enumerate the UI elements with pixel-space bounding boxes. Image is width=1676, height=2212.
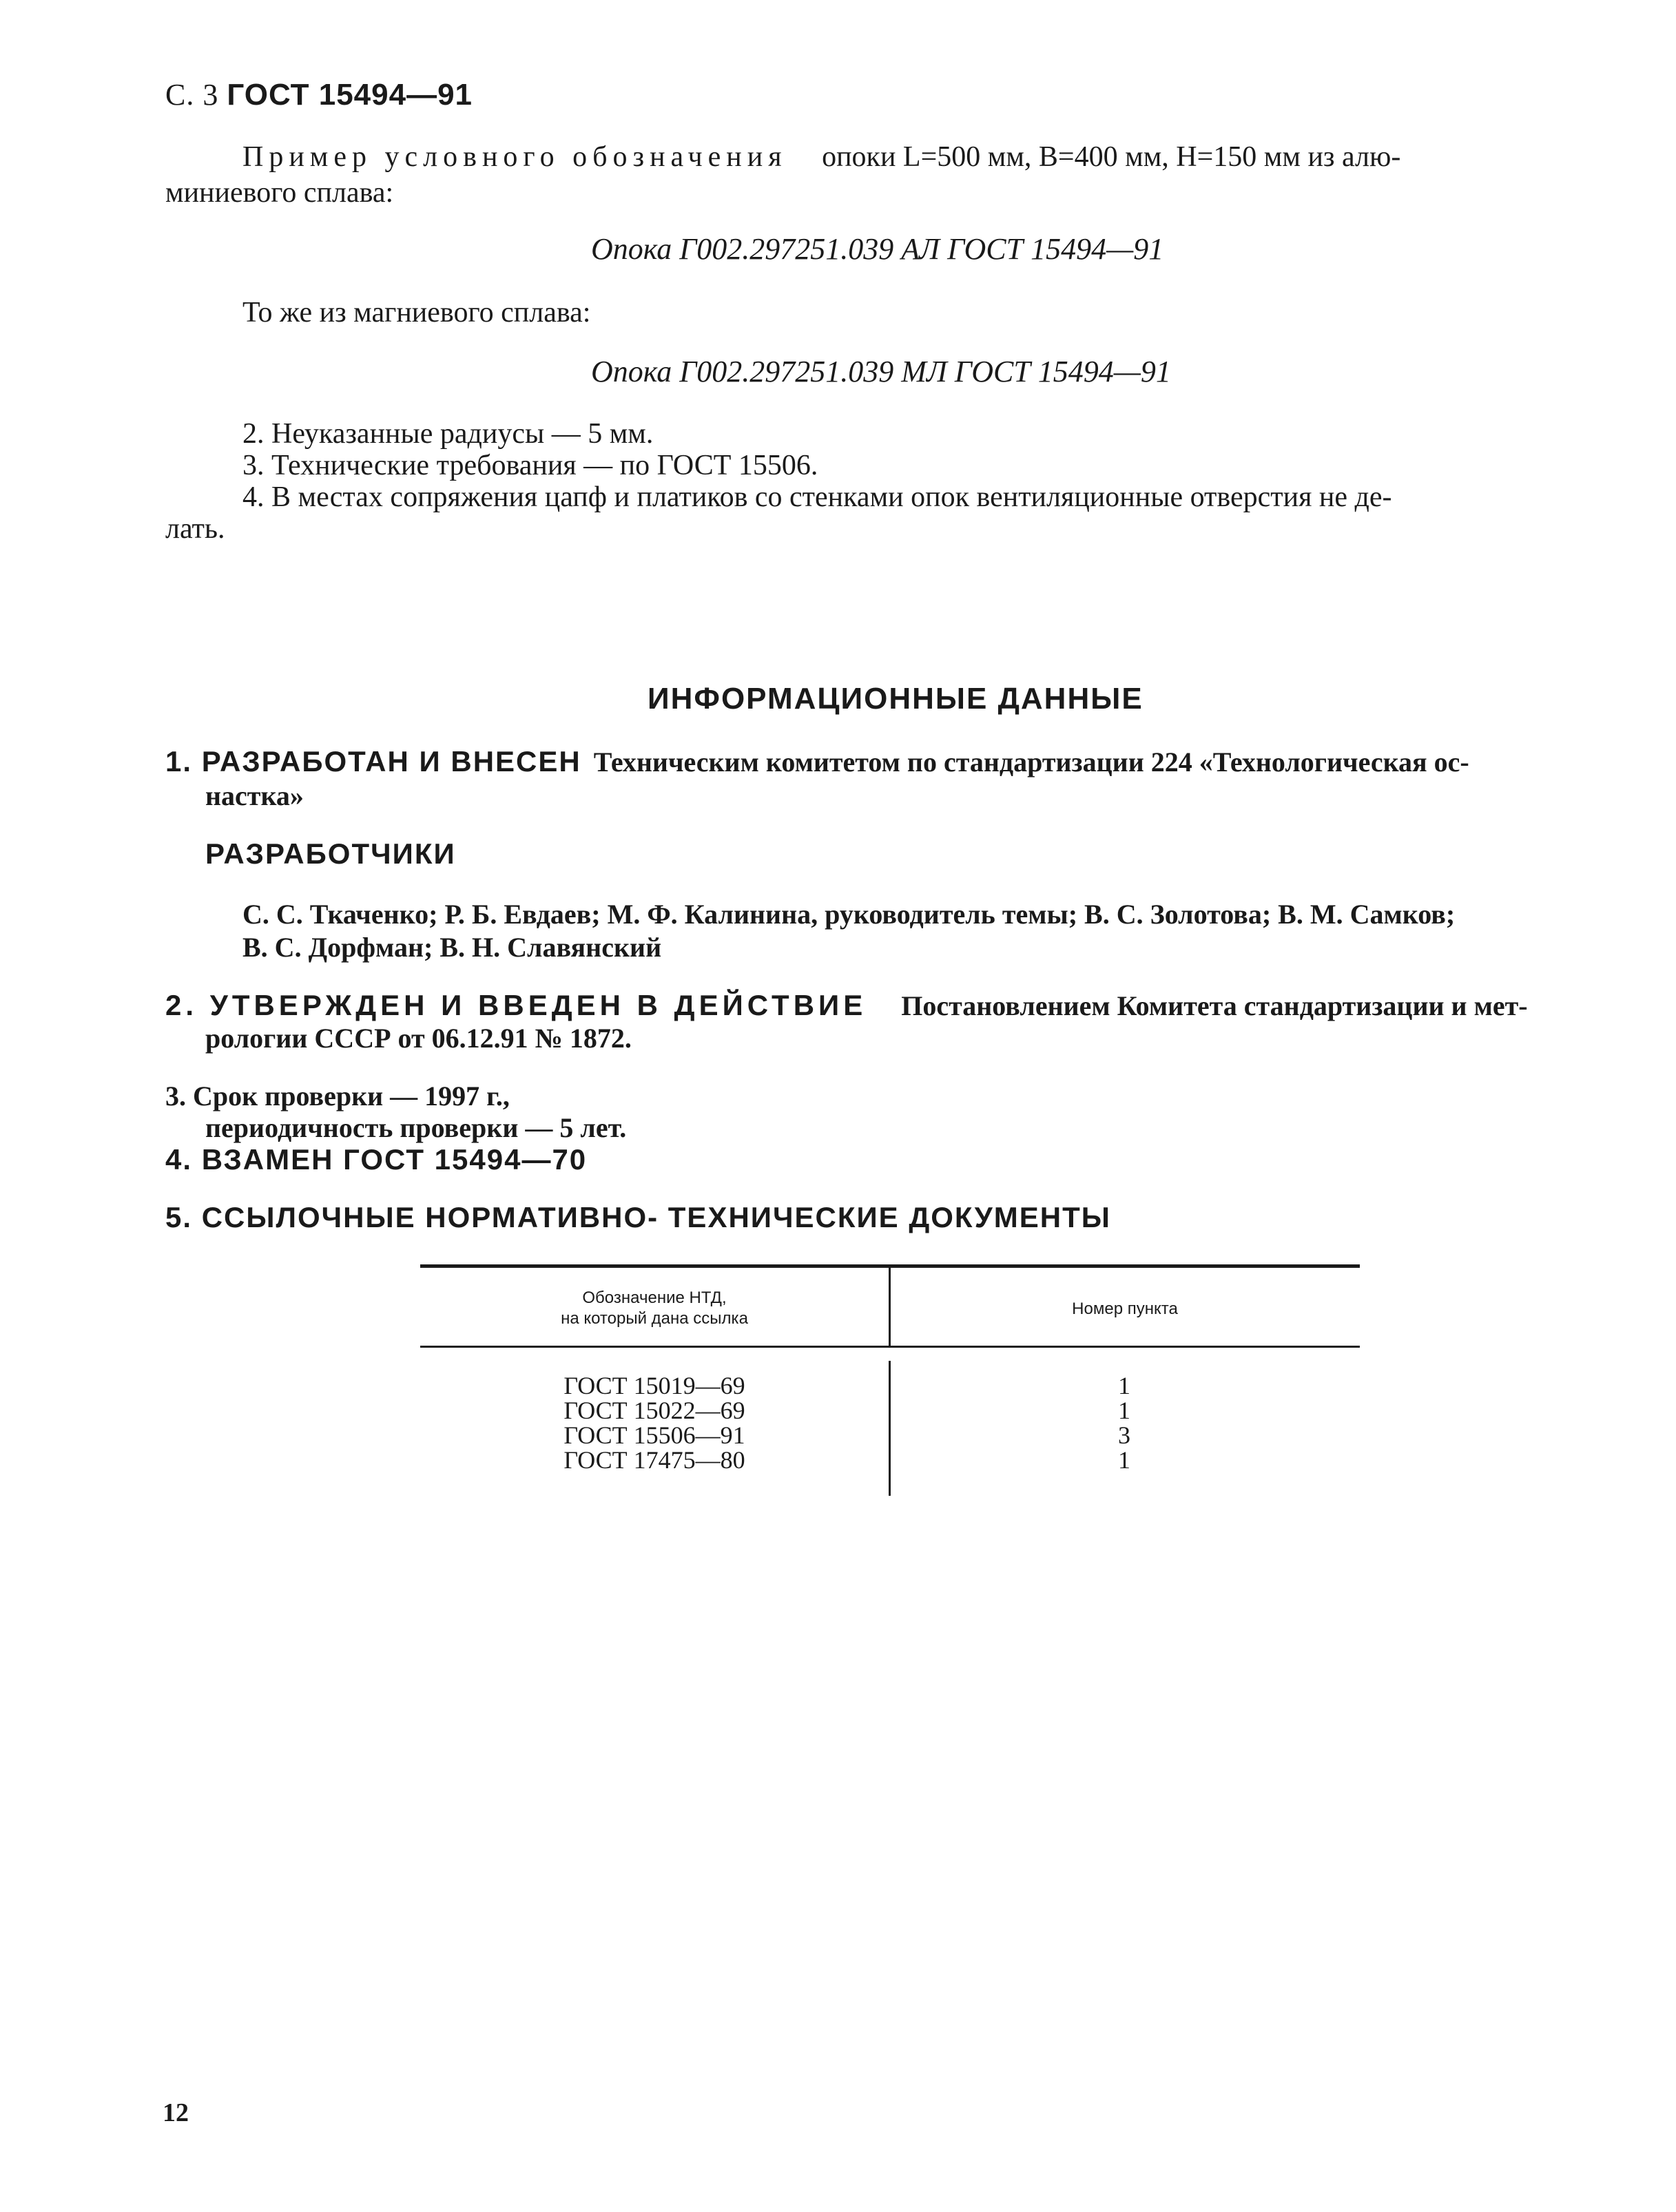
info-item-5: 5. ССЫЛОЧНЫЕ НОРМАТИВНО- ТЕХНИЧЕСКИЕ ДОКУМЕНТЫ: [165, 1201, 1111, 1233]
table-cell-doc: ГОСТ 17475—80: [563, 1446, 745, 1474]
table-cell-doc: ГОСТ 15019—69: [563, 1372, 745, 1399]
page-number: 12: [163, 2098, 189, 2127]
developers-heading: РАЗРАБОТЧИКИ: [205, 837, 456, 870]
table-row: [420, 1423, 1360, 1448]
info-item-3-line2: периодичность проверки — 5 лет.: [205, 1112, 627, 1143]
info-item-2-rest: Постановлением Комитета стандартизации и мет-: [901, 990, 1528, 1021]
table-col1-header-line2: на который дана ссылка: [561, 1309, 748, 1328]
note-3: 3. Технические требования — по ГОСТ 15506.: [242, 450, 818, 481]
table-cell-item: 3: [1118, 1421, 1130, 1449]
table-body: [420, 1373, 1360, 1472]
table-row: [420, 1448, 1360, 1472]
page-header: [165, 77, 473, 112]
page-label: С. 3: [165, 78, 219, 112]
table-col1-header: [420, 1288, 889, 1329]
table-header-rule: [420, 1346, 1360, 1348]
table-col2-header: Номер пункта: [1072, 1300, 1178, 1318]
table-cell-doc: ГОСТ 15506—91: [563, 1421, 745, 1449]
example-lead-line: [242, 140, 1400, 174]
table-row: [420, 1373, 1360, 1398]
info-item-1-rest: Техническим комитетом по стандартизации 224 «Технологическая ос-: [593, 747, 1469, 778]
info-item-2-line2: рологии СССР от 06.12.91 № 1872.: [205, 1023, 632, 1054]
info-title: ИНФОРМАЦИОННЫЕ ДАННЫЕ: [648, 682, 1144, 716]
info-item-4-text: 4. ВЗАМЕН ГОСТ 15494—70: [165, 1143, 588, 1176]
developers-line1: С. С. Ткаченко; Р. Б. Евдаев; М. Ф. Калинина, руководитель темы; В. С. Золотова; В. М. Самков;: [242, 899, 1456, 930]
example-lead-spaced: Пример условного обозначения: [242, 141, 787, 173]
info-item-2-cap: 2. УТВЕРЖДЕН И ВВЕДЕН В ДЕЙСТВИЕ: [165, 989, 867, 1021]
info-item-1-line1: [165, 745, 1469, 778]
table-cell-item: 1: [1118, 1397, 1130, 1424]
info-item-1-line2: настка»: [205, 780, 304, 811]
table-col1-header-line1: Обозначение НТД,: [582, 1288, 727, 1307]
note-4-line1: 4. В местах сопряжения цапф и платиков со стенками опок вентиляционные отверстия не де-: [242, 481, 1392, 513]
info-item-3-line1: 3. Срок проверки — 1997 г.,: [165, 1081, 510, 1112]
designation-magnesium: Опока Г002.297251.039 МЛ ГОСТ 15494—91: [591, 355, 1171, 388]
table-row: [420, 1398, 1360, 1423]
info-item-2-line1: [165, 989, 1528, 1022]
table-cell-item: 1: [1118, 1446, 1130, 1474]
same-magnesium-text: То же из магниевого сплава:: [242, 297, 591, 328]
developers-line2: В. С. Дорфман; В. Н. Славянский: [242, 932, 662, 963]
standard-number: ГОСТ 15494—91: [227, 78, 473, 112]
example-lead-rest: опоки L=500 мм, B=400 мм, H=150 мм из алю-: [822, 141, 1401, 173]
example-lead-line2: миниевого сплава:: [165, 177, 394, 209]
table-cell-item: 1: [1118, 1372, 1130, 1399]
info-item-1-cap: 1. РАЗРАБОТАН И ВНЕСЕН: [165, 745, 581, 778]
designation-aluminium: Опока Г002.297251.039 АЛ ГОСТ 15494—91: [591, 232, 1164, 266]
info-item-4: [165, 1143, 587, 1176]
table-cell-doc: ГОСТ 15022—69: [563, 1397, 745, 1424]
note-4-line2: лать.: [165, 513, 225, 545]
note-2: 2. Неуказанные радиусы — 5 мм.: [242, 418, 654, 450]
